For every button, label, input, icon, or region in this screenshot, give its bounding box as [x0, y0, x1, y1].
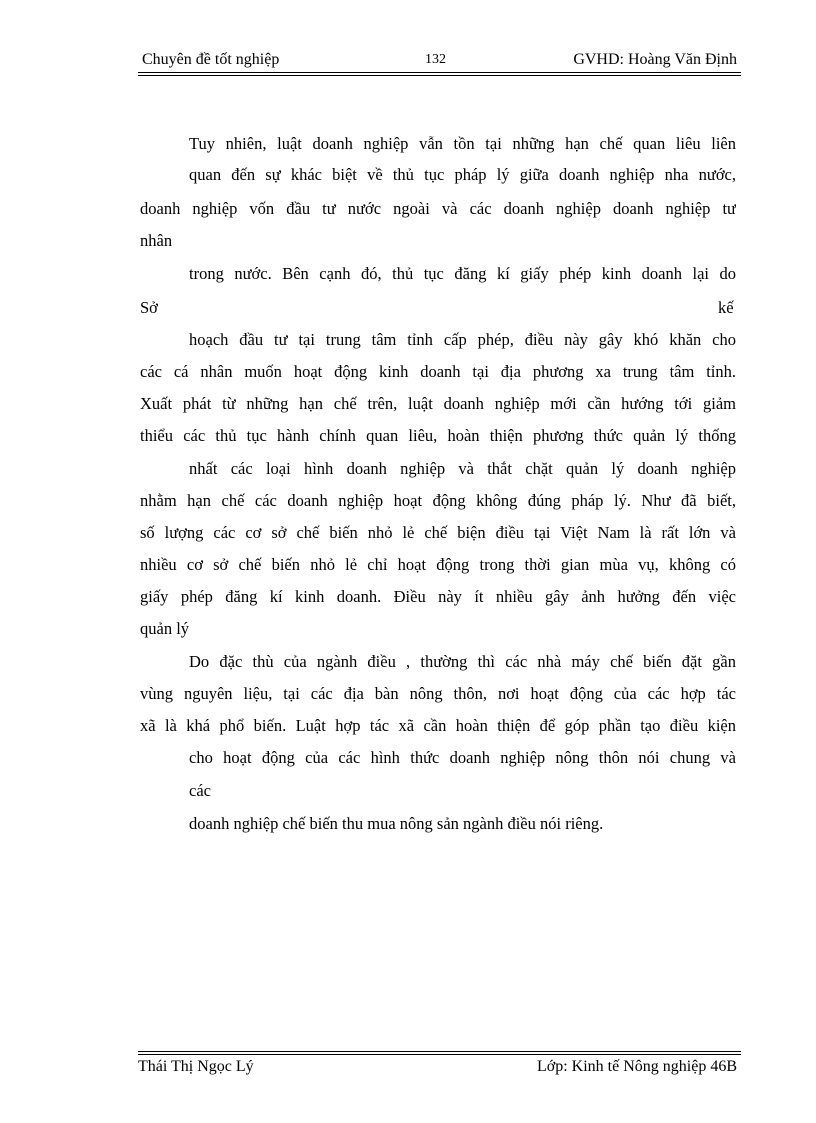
text-line: số lượng các cơ sở chế biến nhỏ lẻ chế biện điều tại Việt Nam là rất lớn và — [140, 523, 736, 542]
footer-rule — [138, 1054, 741, 1055]
text-line: doanh nghiệp vốn đầu tư nước ngoài và các doanh nghiệp doanh nghiệp tư — [140, 199, 736, 218]
header-title: Chuyên đề tốt nghiệp — [142, 51, 280, 68]
text-line: Xuất phát từ những hạn chế trên, luật doanh nghiệp mới cần hướng tới giảm — [140, 394, 736, 413]
footer-class: Lớp: Kinh tế Nông nghiệp 46B — [537, 1058, 737, 1075]
page-header — [138, 49, 741, 71]
text-line: quản lý — [140, 619, 190, 638]
text-line: Tuy nhiên, luật doanh nghiệp vẫn tồn tại những hạn chế quan liêu liên — [189, 134, 736, 153]
text-line: nhất các loại hình doanh nghiệp và thắt chặt quản lý doanh nghiệp — [189, 459, 736, 478]
footer-author: Thái Thị Ngọc Lý — [138, 1058, 254, 1075]
text-line: các cá nhân muốn hoạt động kinh doanh tại địa phương xa trung tâm tỉnh. — [140, 362, 736, 381]
text-line: nhằm hạn chế các doanh nghiệp hoạt động không đúng pháp lý. Như đã biết, — [140, 491, 736, 510]
text-line: giấy phép đăng kí kinh doanh. Điều này ít nhiều gây ảnh hưởng đến việc — [140, 587, 736, 606]
footer-rule-thin — [138, 1051, 741, 1052]
text-line: các — [189, 781, 211, 800]
text-line: vùng nguyên liệu, tại các địa bàn nông thôn, nơi hoạt động của các hợp tác — [140, 684, 736, 703]
text-line: Do đặc thù của ngành điều , thường thì các nhà máy chế biến đặt gần — [189, 652, 736, 671]
text-line: cho hoạt động của các hình thức doanh nghiệp nông thôn nói chung và — [189, 748, 736, 767]
text-line: trong nước. Bên cạnh đó, thủ tục đăng kí giấy phép kinh doanh lại do — [189, 264, 736, 283]
text-line: hoạch đầu tư tại trung tâm tỉnh cấp phép, điều này gây khó khăn cho — [189, 330, 736, 349]
page-footer — [138, 1056, 741, 1078]
text-line: xã là khá phổ biến. Luật hợp tác xã cần hoàn thiện để góp phần tạo điều kiện — [140, 716, 736, 735]
text-line: thiểu các thủ tục hành chính quan liêu, hoàn thiện phương thức quản lý thống — [140, 426, 736, 445]
text-line: Sở — [140, 298, 158, 317]
header-rule — [138, 72, 741, 73]
header-rule-thin — [138, 75, 741, 76]
text-line: doanh nghiệp chế biến thu mua nông sản ngành điều nói riêng. — [189, 814, 604, 833]
text-line: quan đến sự khác biệt về thủ tục pháp lý giữa doanh nghiệp nha nước, — [189, 165, 736, 184]
text-line: kế — [718, 298, 734, 317]
page-number: 132 — [425, 52, 446, 67]
text-line: nhiều cơ sở chế biến nhỏ lẻ chỉ hoạt động trong thời gian mùa vụ, không có — [140, 555, 736, 574]
text-line: nhân — [140, 231, 173, 250]
header-advisor: GVHD: Hoàng Văn Định — [573, 51, 737, 68]
